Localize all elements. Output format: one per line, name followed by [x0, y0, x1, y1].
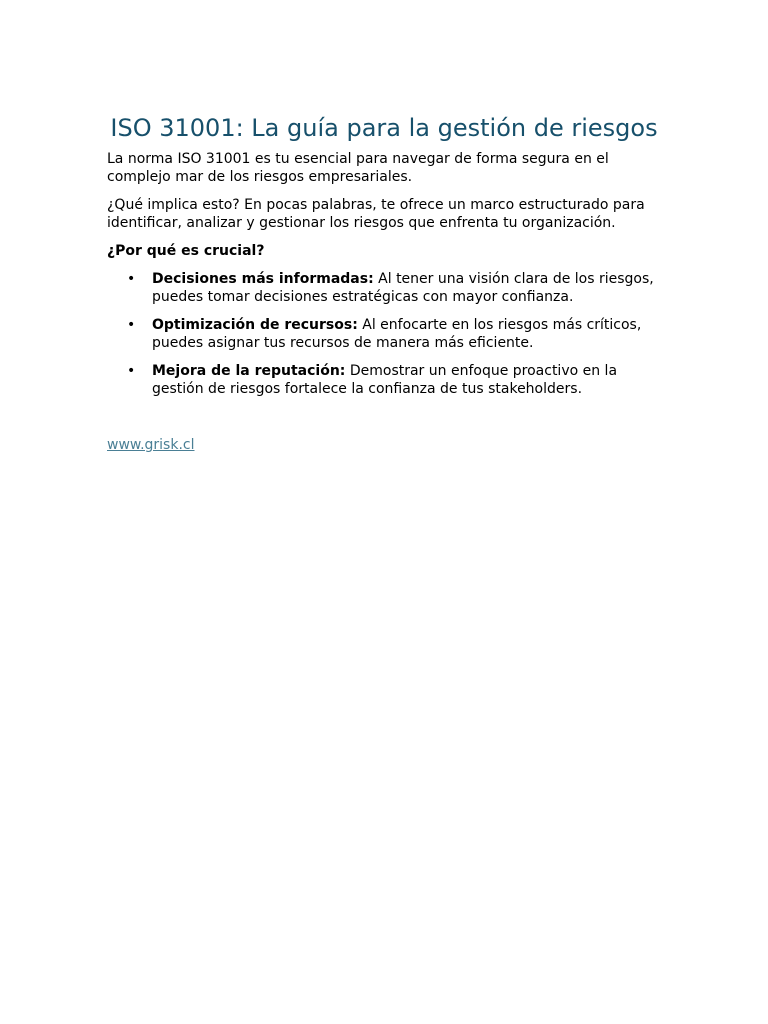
benefits-list [107, 270, 661, 398]
document-page [107, 112, 661, 454]
website-link[interactable]: www.grisk.cl [107, 437, 195, 453]
section-heading: ¿Por qué es crucial? [107, 243, 265, 259]
list-item-term: Decisiones más informadas: [152, 271, 374, 287]
list-item-text: Al tener una visión clara de los riesgos, puedes tomar decisiones estratégicas con mayor confianza. [152, 271, 654, 305]
bullet-icon: • [127, 271, 136, 287]
list-item-text: Al enfocarte en los riesgos más críticos, puedes asignar tus recursos de manera más eficiente. [152, 317, 642, 351]
bullet-icon: • [127, 363, 136, 379]
list-item [107, 270, 661, 306]
list-item [107, 362, 661, 398]
bullet-icon: • [127, 317, 136, 333]
list-item-text: Demostrar un enfoque proactivo en la gestión de riesgos fortalece la confianza de tus stakeholders. [152, 363, 618, 397]
list-item [107, 316, 661, 352]
page-title: ISO 31001: La guía para la gestión de riesgos [110, 114, 658, 142]
list-item-term: Optimización de recursos: [152, 317, 358, 333]
question-paragraph: ¿Qué implica esto? En pocas palabras, te ofrece un marco estructurado para identificar, analizar y gestionar los riesgos que enfrenta tu organización. [107, 197, 645, 231]
intro-paragraph: La norma ISO 31001 es tu esencial para navegar de forma segura en el complejo mar de los riesgos empresariales. [107, 151, 609, 185]
list-item-term: Mejora de la reputación: [152, 363, 346, 379]
